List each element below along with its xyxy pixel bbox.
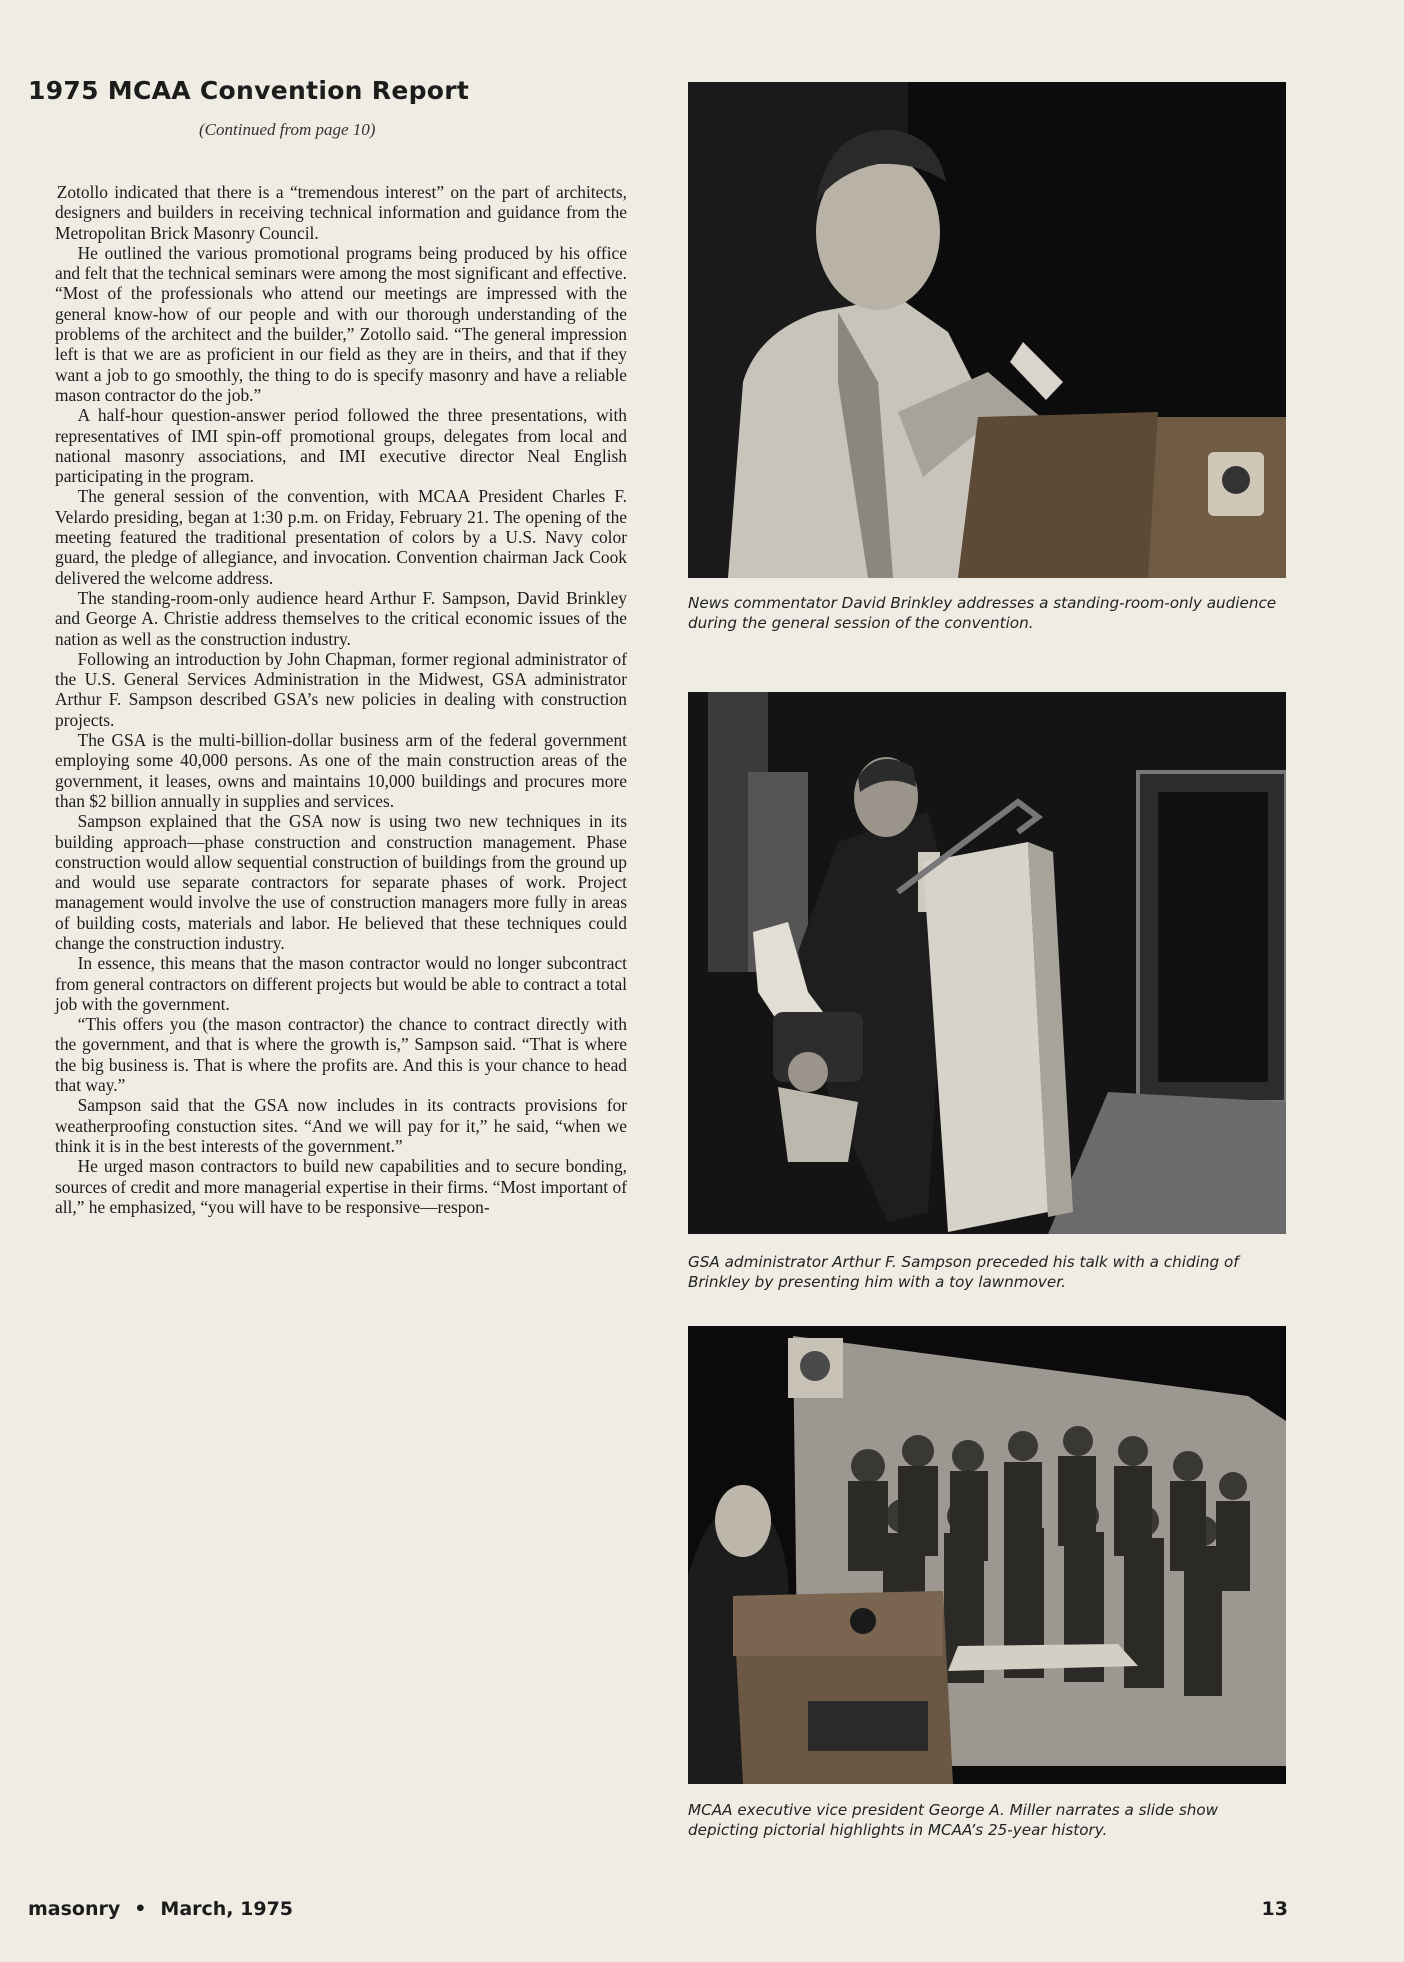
article-body xyxy=(55,182,627,1217)
paragraph: He outlined the various promotional programs being produced by his office and felt that the technical seminars were among the most significant and effective. “Most of the professionals who attend our meetings are impressed with the general know-how of our people and with our thorough understanding of the problems of the architect and the builder,” Zotollo said. “The general impression left is that we are as proficient in our field as they are in theirs, and that if they want a job to go smoothly, the thing to do is specify masonry and have a reliable mason contractor do the job.” xyxy=(55,242,627,405)
photo-brinkley-podium xyxy=(688,82,1286,578)
photo-caption: GSA administrator Arthur F. Sampson preceded his talk with a chiding of Brinkley by presenting him with a toy lawnmover. xyxy=(688,1253,1239,1291)
paragraph: The standing-room-only audience heard Arthur F. Sampson, David Brinkley and George A. Christie address themselves to the critical economic issues of the nation as well as the construction industry. xyxy=(55,587,627,649)
paragraph: The GSA is the multi-billion-dollar business arm of the federal government employing some 40,000 persons. As one of the main construction areas of the government, it leases, owns and maintains 10,000 buildings and procures more than $2 billion annually in supplies and services. xyxy=(55,730,627,811)
paragraph: Sampson said that the GSA now includes in its contracts provisions for weatherproofing constuction sites. “And we will pay for it,” he said, “when we think it is in the best interests of the government.” xyxy=(55,1095,627,1156)
article-title: 1975 MCAA Convention Report xyxy=(28,76,470,105)
photo-sampson-lawnmower xyxy=(688,692,1286,1234)
photo-caption: News commentator David Brinkley addresses a standing-room-only audience during the general session of the convention. xyxy=(688,594,1277,632)
photo-miller-slideshow xyxy=(688,1326,1286,1784)
paragraph: “This offers you (the mason contractor) the chance to contract directly with the government, and that is where the growth is,” Sampson said. “That is where the big business is. That is where the profits are. And this is your chance to head that way.” xyxy=(55,1014,627,1096)
bullet-separator: • xyxy=(134,1898,147,1920)
footer-credit xyxy=(28,1898,293,1920)
issue-date: March, 1975 xyxy=(160,1898,294,1920)
paragraph: Following an introduction by John Chapman, former regional administrator of the U.S. General Services Administration in the Midwest, GSA administrator Arthur F. Sampson described GSA’s new policies in dealing with construction projects. xyxy=(55,648,627,730)
continued-note: (Continued from page 10) xyxy=(199,120,376,139)
paragraph: Zotollo indicated that there is a “tremendous interest” on the part of architects, designers and builders in receiving technical information and guidance from the Metropolitan Brick Masonry Council. xyxy=(55,182,627,243)
paragraph: In essence, this means that the mason contractor would no longer subcontract from general contractors on different projects but would be able to contract a total job with the government. xyxy=(55,953,627,1014)
paragraph: He urged mason contractors to build new capabilities and to secure bonding, sources of credit and more managerial expertise in their firms. “Most important of all,” he emphasized, “you will have to be responsive—respon- xyxy=(55,1156,627,1217)
photo-caption: MCAA executive vice president George A. Miller narrates a slide show depicting pictorial highlights in MCAA’s 25-year history. xyxy=(688,1801,1219,1839)
page-number: 13 xyxy=(1261,1898,1288,1920)
paragraph: A half-hour question-answer period followed the three presentations, with representatives of IMI spin-off promotional groups, delegates from local and national masonry associations, and IMI executive director Neal English participating in the program. xyxy=(55,405,627,487)
publication-name: masonry xyxy=(28,1898,121,1920)
paragraph: The general session of the convention, with MCAA President Charles F. Velardo presiding, began at 1:30 p.m. on Friday, February 21. The opening of the meeting featured the traditional presentation of colors by a U.S. Navy color guard, the pledge of allegiance, and invocation. Convention chairman Jack Cook delivered the welcome address. xyxy=(55,486,627,588)
paragraph: Sampson explained that the GSA now is using two new techniques in its building approach—phase construction and construction management. Phase construction would allow sequential construction of buildings from the ground up and would use separate contractors for separate phases of work. Project management would involve the use of construction managers more fully in areas of building costs, materials and labor. He believed that these techniques could change the construction industry. xyxy=(55,811,627,953)
